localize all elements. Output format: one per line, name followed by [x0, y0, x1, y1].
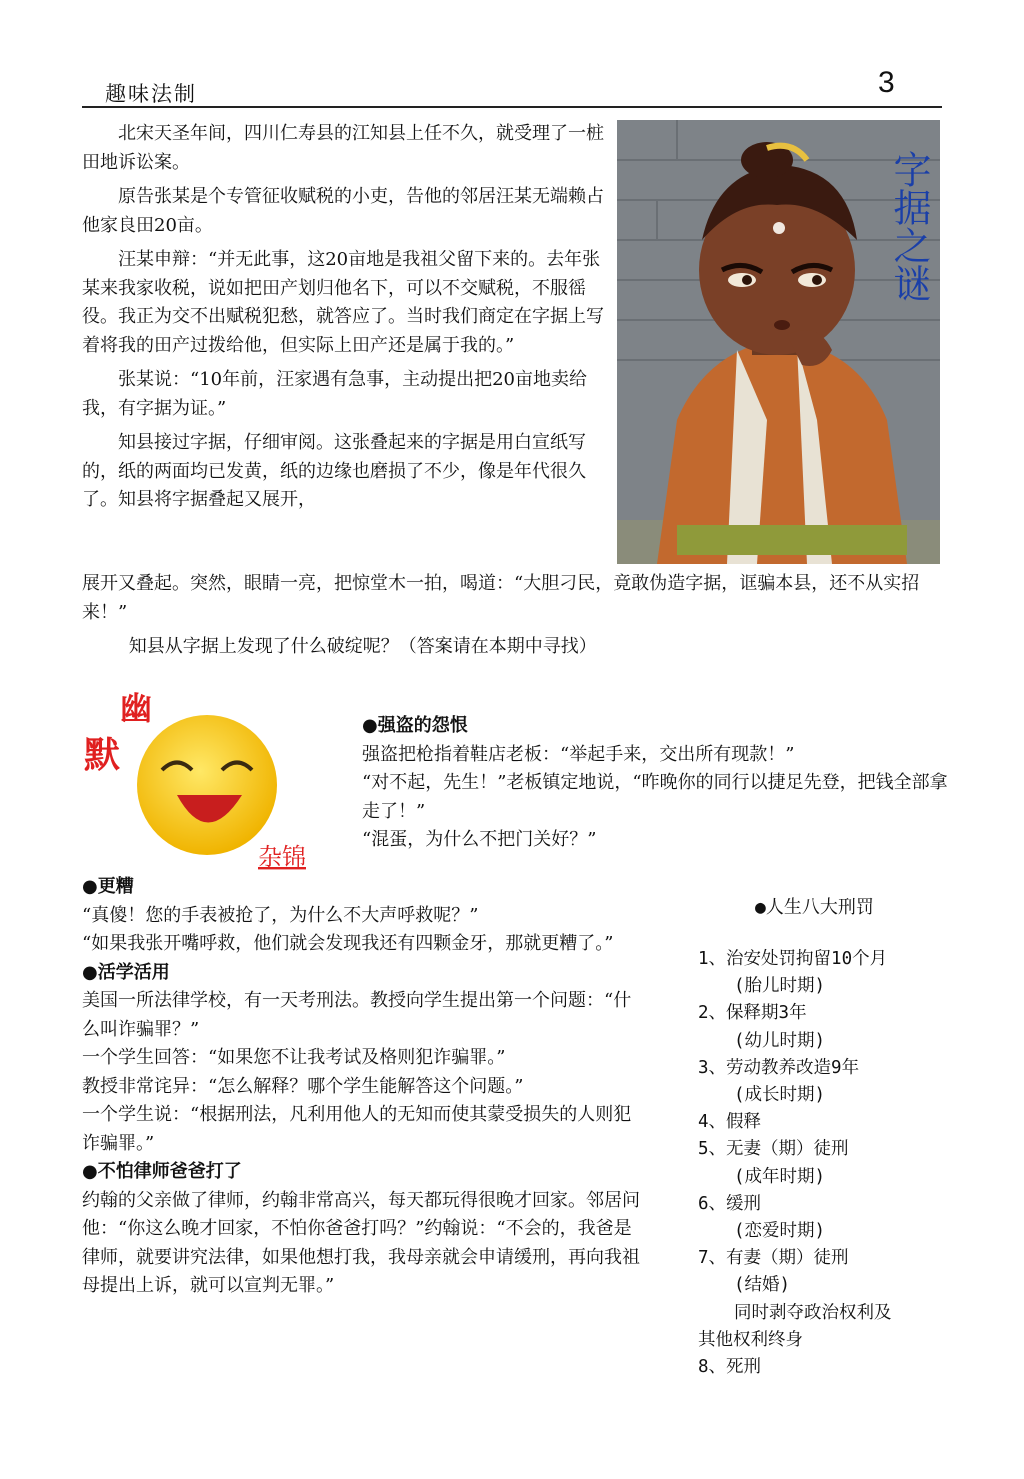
penalty-note-cont: 其他权利终身: [698, 1329, 803, 1350]
joke-block: [362, 712, 962, 855]
penalty-period: (成年时期): [734, 1166, 826, 1187]
penalty-item: 6、缓刑: [698, 1193, 762, 1214]
penalty-item: 1、治安处罚拘留10个月: [698, 949, 888, 969]
humor-logo-mid: 默: [84, 734, 121, 776]
story-paragraph: 汪某申辩：“并无此事，这20亩地是我祖父留下来的。去年张某来我家收税，说如把田产划归他名下，可以不交赋税，不服徭役。我正为交不出赋税犯愁，就答应了。当时我们商定在字据上写着将我的田产过拨给他，但实际上田产还是属于我的。”: [82, 249, 604, 356]
story-body: [82, 120, 612, 521]
humor-logo-top: 幽: [120, 689, 153, 727]
penalty-period: (幼儿时期): [734, 1030, 826, 1051]
illustration-caption: 字据之谜: [887, 150, 931, 302]
penalty-item: 7、有妻（期）徒刑: [698, 1248, 849, 1269]
story-paragraph-end: 展开又叠起。突然，眼睛一亮，把惊堂木一拍，喝道：“大胆刁民，竟敢伪造字据，诓骗本县，还不从实招来！”: [82, 573, 920, 623]
penalties-title: ●人生八大刑罚: [755, 897, 874, 918]
page-number: 3: [878, 66, 895, 99]
jokes-column: [82, 873, 642, 1301]
joke-title: ●更糟: [82, 876, 134, 897]
story-illustration: [617, 120, 940, 564]
penalty-period: (结婚): [734, 1275, 791, 1296]
joke-title: ●不怕律师爸爸打了: [82, 1161, 242, 1182]
story-question: 知县从字据上发现了什么破绽呢？（答案请在本期中寻找）: [128, 636, 597, 657]
joke-line: “真傻！您的手表被抢了，为什么不大声呼救呢？”: [82, 904, 479, 926]
penalty-period: (胎儿时期): [734, 976, 826, 997]
joke-line: “如果我张开嘴呼救，他们就会发现我还有四颗金牙，那就更糟了。”: [82, 933, 614, 954]
penalties-list: [698, 946, 958, 1381]
penalty-item: 3、劳动教养改造9年: [698, 1057, 860, 1078]
story-paragraph: 知县接过字据，仔细审阅。这张叠起来的字据是用白宣纸写的，纸的两面均已发黄，纸的边缘也磨损了不少，像是年代很久了。知县将字据叠起又展开，: [82, 432, 586, 510]
page-header-title: 趣味法制: [105, 82, 197, 106]
header-divider: [82, 106, 942, 108]
penalty-item: 2、保释期3年: [698, 1003, 807, 1024]
joke-title: ●活学活用: [82, 961, 170, 983]
penalty-item: 4、假释: [698, 1112, 762, 1133]
penalty-item: 5、无妻（期）徒刑: [698, 1139, 849, 1160]
joke-line: 教授非常诧异：“怎么解释？哪个学生能解答这个问题。”: [82, 1075, 524, 1097]
joke-line: 强盗把枪指着鞋店老板：“举起手来，交出所有现款！”: [362, 743, 795, 765]
penalty-item: 8、死刑: [698, 1357, 762, 1378]
penalty-note: 同时剥夺政治权利及: [734, 1302, 892, 1323]
joke-line: 美国一所法律学校，有一天考刑法。教授向学生提出第一个问题：“什么叫诈骗罪？”: [82, 990, 632, 1040]
joke-line: 一个学生回答：“如果您不让我考试及格则犯诈骗罪。”: [82, 1047, 506, 1068]
story-paragraph: 张某说：“10年前，汪家遇有急事，主动提出把20亩地卖给我，有字据为证。”: [82, 369, 588, 419]
joke-line: 一个学生说：“根据刑法，凡利用他人的无知而使其蒙受损失的人则犯诈骗罪。”: [82, 1104, 632, 1154]
story-continuation: [82, 570, 952, 668]
joke-line: “混蛋，为什么不把门关好？”: [362, 829, 597, 850]
joke-title: ●强盗的怨恨: [362, 715, 468, 736]
joke-line: “对不起，先生！”老板镇定地说，“昨晚你的同行以捷足先登，把钱全部拿走了！”: [362, 772, 948, 822]
humor-logo-bottom: 杂锦: [258, 843, 306, 871]
penalty-period: (恋爱时期): [734, 1221, 826, 1242]
story-paragraph: 原告张某是个专管征收赋税的小吏，告他的邻居汪某无端赖占他家良田20亩。: [82, 186, 604, 236]
smiley-face-icon: [137, 715, 277, 855]
humor-logo: [82, 685, 332, 875]
story-paragraph: 北宋天圣年间，四川仁寿县的江知县上任不久，就受理了一桩田地诉讼案。: [82, 123, 604, 173]
penalty-period: (成长时期): [734, 1085, 826, 1106]
joke-line: 约翰的父亲做了律师，约翰非常高兴，每天都玩得很晚才回家。邻居问他：“你这么晚才回家，不怕你爸爸打吗？”约翰说：“不会的，我爸是律师，就要讲究法律，如果他想打我，我母亲就会申请缓刑，再向我祖母提出上诉，就可以宣判无罪。”: [82, 1189, 640, 1296]
